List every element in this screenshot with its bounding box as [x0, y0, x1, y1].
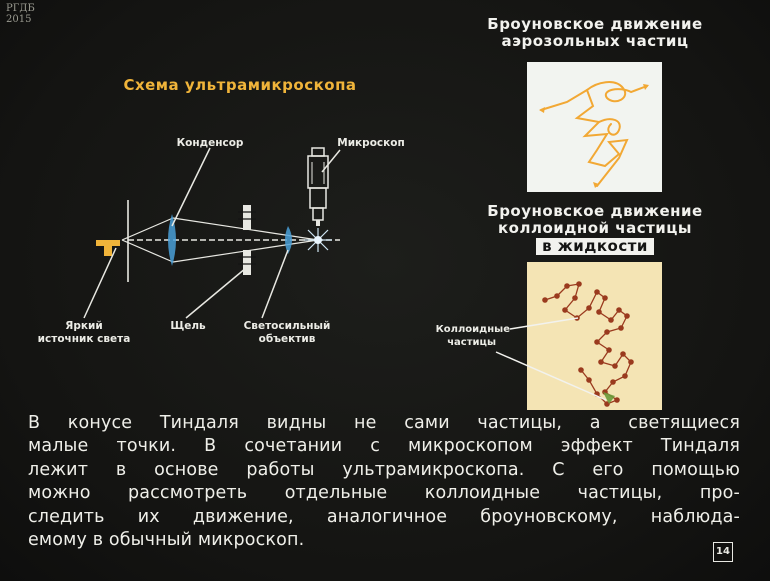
body-line: можно рассмотреть отдельные коллоидные частицы, про-: [28, 483, 740, 504]
watermark-line: РГДБ: [6, 3, 35, 14]
label-line: объектив: [258, 333, 316, 345]
body-line: следить их движение, аналогичное броуновскому, наблюда-: [28, 506, 740, 527]
title-line: Броуновское движение: [487, 15, 703, 33]
label-microscope: Микроскоп: [337, 137, 405, 149]
body-line: малые точки. В сочетании с микроскопом эффект Тиндаля: [28, 436, 740, 457]
label-colloid-particles: [402, 323, 510, 349]
label-line: источник света: [37, 333, 131, 345]
watermark-line: 2015: [6, 14, 32, 25]
label-slit: Щель: [170, 320, 206, 332]
page-number: 14: [713, 542, 733, 562]
label-line: частицы: [447, 337, 496, 348]
label-line: Коллоидные: [435, 324, 510, 335]
title-line: в жидкости: [536, 238, 654, 255]
body-line: емому в обычный микроскоп.: [28, 530, 305, 551]
diagram-title: Схема ультрамикроскопа: [123, 76, 357, 94]
label-condenser: Конденсор: [176, 137, 244, 149]
title-line: коллоидной частицы: [498, 219, 692, 237]
title-line: Броуновское движение: [487, 202, 703, 220]
label-line: Яркий: [65, 320, 103, 332]
body-line: лежит в основе работы ультрамикроскопа. С его помощью: [28, 459, 740, 480]
body-line: В конусе Тиндаля видны не сами частицы, а светящиеся: [28, 413, 740, 433]
label-line: Светосильный: [243, 320, 331, 332]
body-text: [28, 412, 740, 552]
title-line: аэрозольных частиц: [501, 32, 689, 50]
